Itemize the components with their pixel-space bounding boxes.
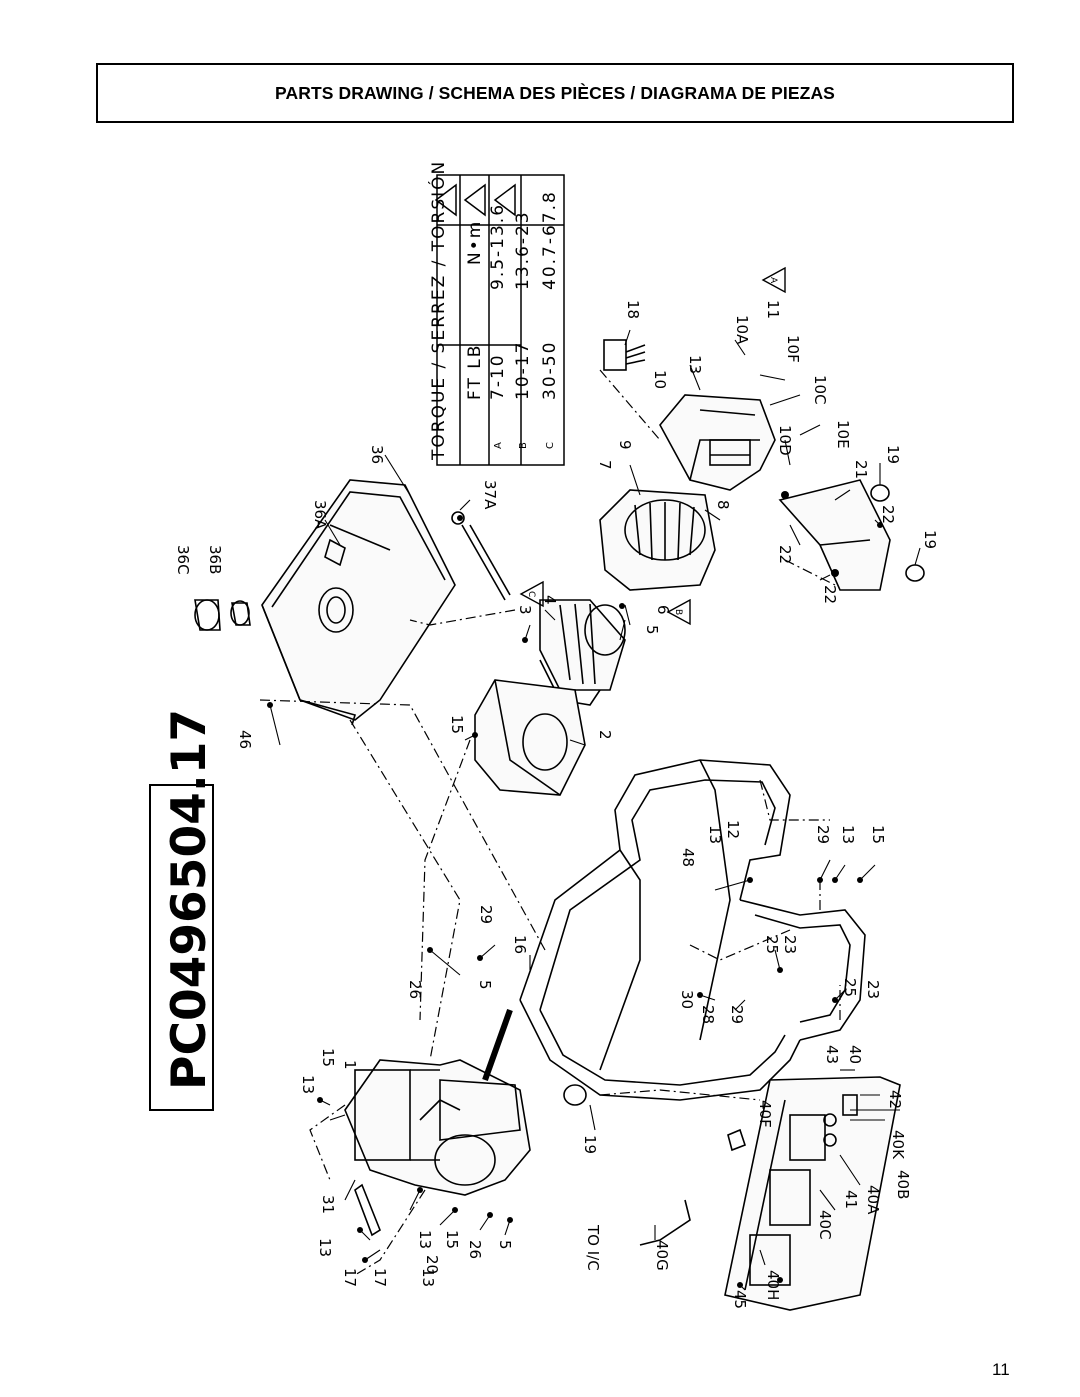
callout-11: 11 (764, 300, 782, 320)
model-number: PC0496504.17 (162, 708, 217, 1090)
callout-36: 36 (368, 445, 386, 465)
callout-15-b: 15 (869, 825, 887, 845)
torque-nm-b: 13.6-23 (513, 210, 533, 290)
callout-12: 12 (724, 820, 742, 840)
callout-10F: 10F (784, 335, 802, 363)
stator-drawing (600, 490, 715, 590)
callout-37A: 37A (481, 480, 499, 510)
page-number: 11 (992, 1360, 1010, 1379)
torque-mark-c: C (545, 440, 556, 449)
callout-29-c: 29 (728, 1005, 746, 1025)
callout-36C: 36C (174, 545, 192, 575)
engine-drawing (345, 1010, 530, 1195)
callout-1: 1 (341, 1060, 359, 1070)
callout-7: 7 (596, 460, 614, 470)
callout-40A: 40A (864, 1185, 882, 1215)
callout-8: 8 (714, 500, 732, 510)
callout-29-b: 29 (477, 905, 495, 925)
callout-29-a: 29 (814, 825, 832, 845)
callout-40K: 40K (889, 1130, 907, 1159)
callout-30: 30 (678, 990, 696, 1010)
callout-13-g: 13 (419, 1268, 437, 1288)
warning-label-b: B (673, 609, 683, 616)
callout-45: 45 (731, 1290, 749, 1310)
callout-10A: 10A (733, 315, 751, 345)
callout-17-b: 17 (371, 1268, 389, 1288)
callout-10D: 10D (776, 425, 794, 456)
callout-28: 28 (699, 1005, 717, 1025)
callout-46: 46 (236, 730, 254, 750)
capacitor-drawing (604, 340, 645, 370)
callout-19-b: 19 (921, 530, 939, 550)
callout-40C: 40C (816, 1210, 834, 1240)
callout-26-a: 26 (406, 980, 424, 1000)
torque-col-ftlb: FT LB (465, 343, 485, 400)
torque-mark-b: B (518, 440, 529, 449)
fuel-valve-drawing (452, 512, 510, 600)
callout-36A: 36A (311, 500, 329, 530)
callout-13-b: 13 (706, 825, 724, 845)
alternator-endbell-drawing (660, 395, 775, 490)
torque-table-text (427, 160, 560, 461)
torque-mark-a: A (493, 440, 504, 449)
callout-31: 31 (319, 1195, 337, 1215)
torque-col-nm: N•m (465, 219, 485, 265)
power-cord-drawing (640, 1200, 690, 1245)
fuel-cap-drawing (195, 600, 250, 630)
torque-ftlb-a: 7-10 (488, 353, 508, 400)
callout-40: 40 (846, 1045, 864, 1065)
torque-ftlb-c: 30-50 (540, 340, 560, 400)
callout-10E: 10E (834, 420, 852, 449)
callout-5-b: 5 (476, 980, 494, 990)
callout-19-a: 19 (884, 445, 902, 465)
callout-13-a: 13 (686, 355, 704, 375)
callout-42: 42 (886, 1090, 904, 1110)
callout-3: 3 (516, 605, 534, 615)
callout-40G: 40G (653, 1240, 671, 1271)
callout-20: 20 (423, 1255, 441, 1275)
callout-5-c: 5 (496, 1240, 514, 1250)
callout-2: 2 (596, 730, 614, 740)
callout-40B: 40B (894, 1170, 912, 1200)
callout-4: 4 (541, 595, 559, 605)
callout-25-a: 25 (763, 935, 781, 955)
callout-25-b: 25 (841, 978, 859, 998)
callout-15-c: 15 (319, 1048, 337, 1068)
callout-26-b: 26 (466, 1240, 484, 1260)
torque-nm-a: 9.5-13.6 (488, 202, 508, 290)
torque-nm-c: 40.7-67.8 (540, 190, 560, 290)
callout-18: 18 (624, 300, 642, 320)
frame-drawing (520, 760, 865, 1100)
callout-15-d: 15 (443, 1230, 461, 1250)
callout-40F: 40F (756, 1100, 774, 1128)
callout-40H: 40H (764, 1270, 782, 1301)
callout-10C: 10C (811, 375, 829, 405)
warning-label-a: A (768, 277, 778, 284)
callout-5-a: 5 (643, 625, 661, 635)
callout-22-b: 22 (776, 545, 794, 565)
callout-9: 9 (616, 440, 634, 450)
callout-48: 48 (679, 848, 697, 868)
callout-16: 16 (511, 935, 529, 955)
warning-label-c: C (526, 591, 536, 598)
callout-22-a: 22 (879, 505, 897, 525)
torque-table-title: TORQUE / SERREZ / TORSIÓN (429, 159, 449, 460)
callout-to-ic: TO I/C (584, 1225, 602, 1271)
callout-10: 10 (651, 370, 669, 390)
callout-13-f: 13 (416, 1230, 434, 1250)
callout-15-a: 15 (448, 715, 466, 735)
torque-ftlb-b: 10-17 (513, 340, 533, 400)
callout-43: 43 (823, 1045, 841, 1065)
page-title: PARTS DRAWING / SCHEMA DES PIÈCES / DIAGRAMA DE PIEZAS (275, 82, 835, 103)
callout-13-d: 13 (299, 1075, 317, 1095)
callout-41: 41 (842, 1190, 860, 1210)
callout-13-c: 13 (839, 825, 857, 845)
callout-21: 21 (852, 460, 870, 480)
callout-13-e: 13 (316, 1238, 334, 1258)
callout-23-a: 23 (781, 935, 799, 955)
fuel-tank-drawing (262, 480, 455, 725)
callout-6: 6 (654, 605, 672, 615)
callout-36B: 36B (206, 545, 224, 575)
callout-17-a: 17 (341, 1268, 359, 1288)
callout-22-c: 22 (821, 585, 839, 605)
fan-housing-drawing (475, 680, 585, 795)
callout-23-b: 23 (864, 980, 882, 1000)
callout-19-c: 19 (581, 1135, 599, 1155)
parts-drawings (195, 330, 924, 1310)
